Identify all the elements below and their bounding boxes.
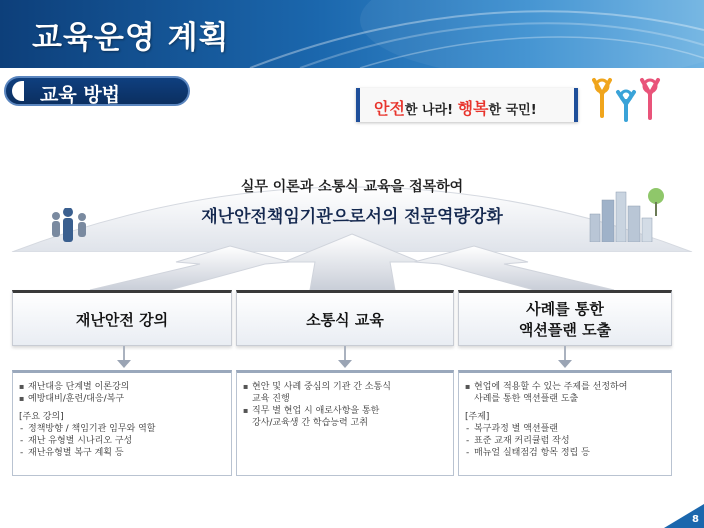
- section-tab: [4, 76, 190, 106]
- dash-item: - 정책방향 / 책임기관 임무와 역할: [19, 423, 225, 435]
- connector-icon: [112, 346, 136, 370]
- dash-item: - 표준 교재 커리큘럼 작성: [465, 435, 665, 447]
- column-header-lecture: [12, 290, 232, 346]
- slogan-part3: 행복: [457, 99, 489, 118]
- slogan-part4: 한 국민!: [488, 103, 537, 118]
- bullet-continuation: 강사/교육생 간 학습능력 고취: [252, 418, 368, 428]
- header-banner: [0, 0, 704, 68]
- bullet-item: ▪ 재난대응 단계별 이론강의: [19, 381, 225, 393]
- dash-item: - 재난 유형별 시나리오 구성: [19, 435, 225, 447]
- column-body-communication: [236, 370, 454, 476]
- slogan-box: [356, 88, 578, 122]
- bullet-continuation: 교육 진행: [252, 394, 290, 404]
- bullet-item: ▪ 현안 및 사례 중심의 기관 간 소통식: [243, 381, 447, 393]
- column-title-line2: 액션플랜 도출: [518, 321, 612, 339]
- column-title: 소통식 교육: [306, 311, 384, 329]
- connector-icon: [553, 346, 577, 370]
- bullet-item: ▪ 예방대비/훈련/대응/복구: [19, 393, 225, 405]
- column-body-case-study: [458, 370, 672, 476]
- section-tab-label: 교육 방법: [40, 84, 121, 106]
- cheering-people-icon: [592, 76, 664, 126]
- sub-heading: [주제]: [465, 412, 490, 422]
- bullet-item: ▪ 직무 별 현업 시 애로사항을 통한: [243, 405, 447, 417]
- dash-item: - 복구과정 별 액션플랜: [465, 423, 665, 435]
- column-title: 재난안전 강의: [75, 311, 169, 329]
- page-title: 교육운영 계획: [32, 20, 230, 56]
- section-tab-cap: [12, 81, 24, 101]
- sub-heading: [주요 강의]: [19, 412, 64, 422]
- flow-arrows-graphic: [0, 232, 704, 292]
- column-body-lecture: [12, 370, 232, 476]
- bullet-item: ▪ 현업에 적용할 수 있는 주제를 선정하여: [465, 381, 665, 393]
- connector-icon: [333, 346, 357, 370]
- slogan-part2: 한 나라!: [404, 103, 458, 118]
- dome-subtitle: 실무 이론과 소통식 교육을 접목하여: [240, 179, 464, 195]
- column-title-line1: 사례를 통한: [526, 300, 604, 318]
- column-header-communication: [236, 290, 454, 346]
- dash-item: - 재난유형별 복구 계획 등: [19, 447, 225, 459]
- slogan-part1: 안전: [374, 99, 405, 118]
- dash-item: - 매뉴얼 실태점검 항목 정립 등: [465, 447, 665, 459]
- bullet-continuation: 사례를 통한 액션플랜 도출: [474, 394, 579, 404]
- column-header-case-study: [458, 290, 672, 346]
- dome-headline: 재난안전책임기관으로서의 전문역량강화: [201, 207, 503, 227]
- page-number: 8: [692, 514, 699, 525]
